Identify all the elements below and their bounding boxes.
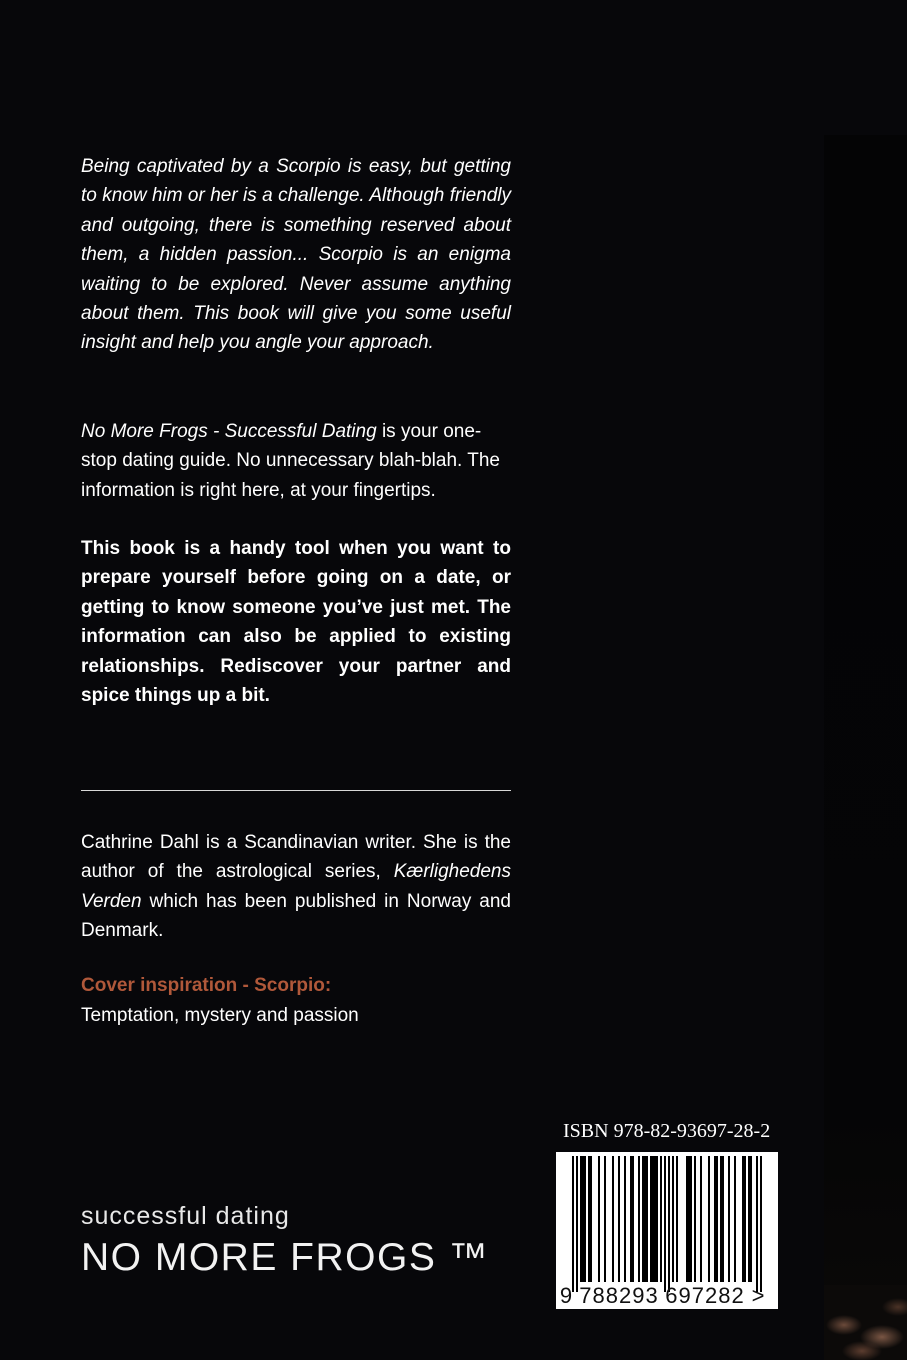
barcode-bar [654,1156,656,1282]
barcode-bar [668,1156,670,1292]
barcode-digits-left: 788293 [579,1283,659,1308]
guide-text: is your one-stop dating guide. No unnecessary blah-blah. The information is right here, at your fingertips. [81,421,500,501]
barcode-bar [642,1156,644,1282]
section-divider [81,790,511,791]
barcode-bar [756,1156,758,1292]
barcode-bar [664,1156,666,1292]
barcode-bar [572,1156,574,1292]
barcode-bar [688,1156,690,1282]
barcode-bar [650,1156,652,1282]
cover-inspiration-label: Cover inspiration - Scorpio: [81,975,332,996]
author-series: Kærlighedens Verden [81,861,511,912]
barcode-bar [598,1156,600,1282]
barcode-bar [716,1156,718,1282]
barcode-bar [656,1156,658,1282]
barcode-bar [708,1156,710,1282]
barcode-bar [660,1156,662,1282]
barcode-bar [604,1156,606,1282]
barcode-bar [646,1156,648,1282]
barcode [556,1152,778,1309]
barcode-bar [618,1156,620,1282]
barcode-bar [700,1156,702,1282]
barcode-bar [760,1156,762,1292]
barcode-digit-first: 9 [559,1283,573,1308]
barcode-bar [750,1156,752,1282]
barcode-bar [720,1156,722,1282]
barcode-bar [644,1156,646,1282]
barcode-bar [722,1156,724,1282]
author-text-2: which has been published in Norway and Denmark. [81,890,511,942]
barcode-bar [588,1156,590,1282]
barcode-bar [612,1156,614,1282]
author-paragraph [81,828,511,946]
guide-title: No More Frogs - Successful Dating [81,421,377,442]
background-photo-edge [824,135,907,1360]
barcode-bar [652,1156,654,1282]
intro-paragraph: Being captivated by a Scorpio is easy, but getting to know him or her is a challenge. Although friendly and outgoing, there is something reserved about them, a hidden passion... Scorpio is an enigma waiting to be explored. Never assume anything about them. This book will give you some useful insight and help you angle your approach. [81,156,511,354]
background-stones-image [824,1285,907,1360]
barcode-bar [590,1156,592,1282]
barcode-quiet-zone-marker: > [751,1283,765,1308]
barcode-bar [686,1156,688,1282]
brand-subtitle: successful dating [81,1202,290,1230]
barcode-bar [728,1156,730,1282]
barcode-bar [676,1156,678,1282]
author-text-1: Cathrine Dahl is a Scandinavian writer. She is the author of the astrological series, [81,832,511,883]
barcode-bar [734,1156,736,1282]
barcode-bar [632,1156,634,1282]
barcode-bar [748,1156,750,1282]
brand-title: NO MORE FROGS ™ [81,1236,490,1279]
tool-paragraph: This book is a handy tool when you want to prepare yourself before going on a date, or getting to know someone you’ve just met. The information can also be applied to existing relationships. Rediscover your partner and spice things up a bit. [81,538,511,707]
barcode-bar [690,1156,692,1282]
barcode-bar [624,1156,626,1282]
guide-paragraph [81,417,511,505]
barcode-bar [584,1156,586,1282]
barcode-bar [714,1156,716,1282]
barcode-bar [672,1156,674,1282]
barcode-bar [742,1156,744,1282]
barcode-digits-right: 697282 [665,1283,745,1308]
barcode-bar [744,1156,746,1282]
barcode-bar [630,1156,632,1282]
barcode-bar [582,1156,584,1282]
barcode-digits [556,1283,778,1309]
cover-inspiration-text: Temptation, mystery and passion [81,1005,359,1026]
barcode-bar [694,1156,696,1282]
barcode-bar [638,1156,640,1282]
barcode-bar [576,1156,578,1292]
barcode-bar [580,1156,582,1282]
isbn-number: ISBN 978-82-93697-28-2 [563,1120,771,1142]
